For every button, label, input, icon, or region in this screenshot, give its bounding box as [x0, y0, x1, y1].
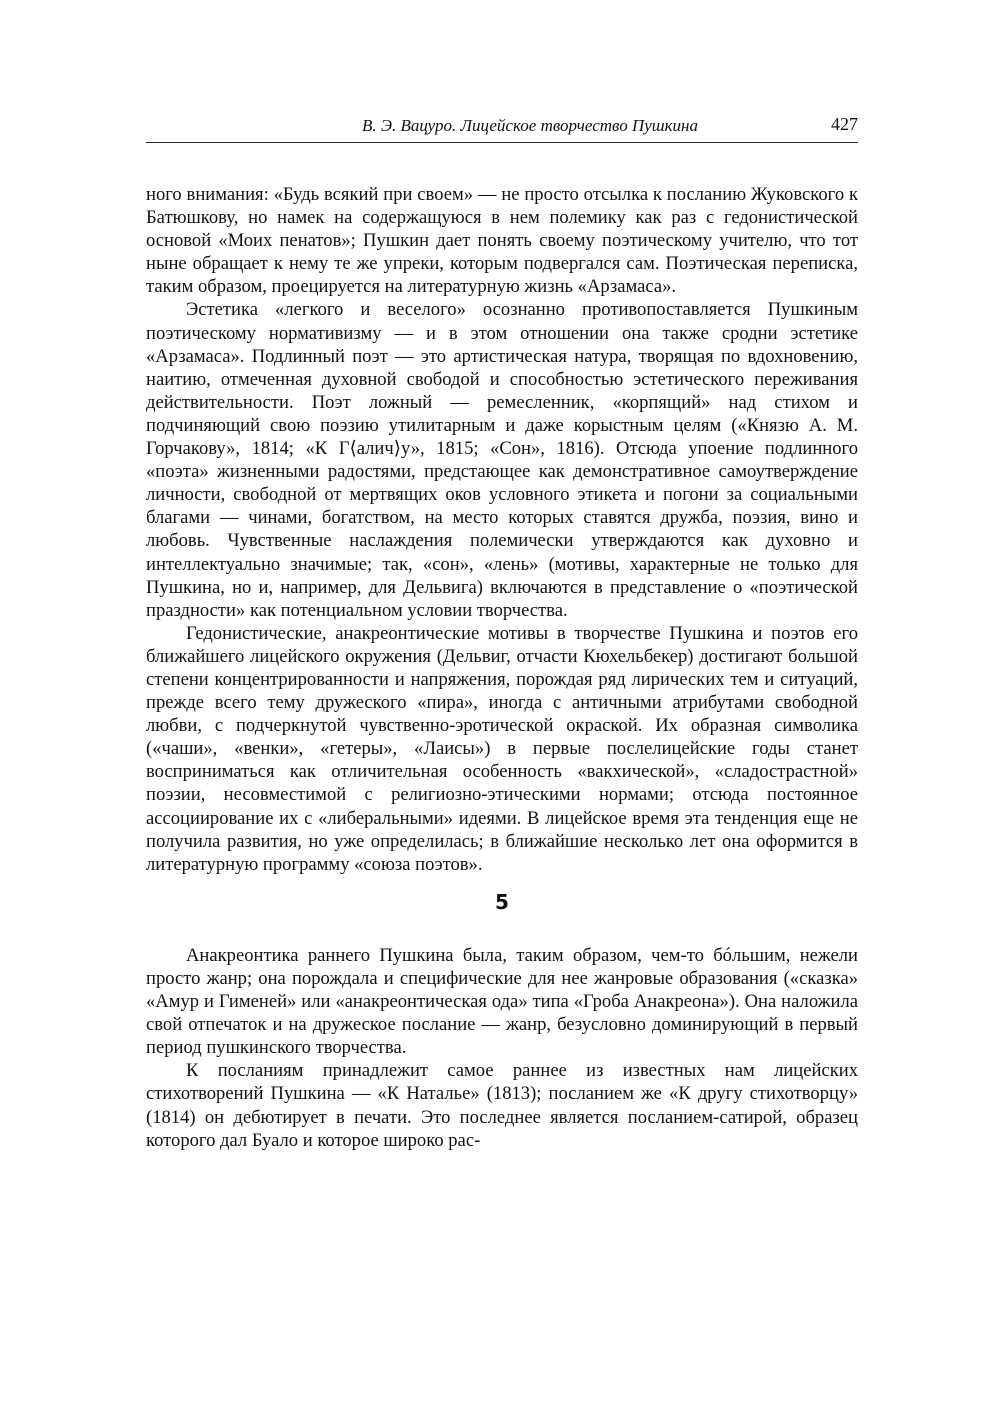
paragraph: Анакреонтика раннего Пушкина была, таким образом, чем-то бóльшим, нежели просто жанр; она порождала и специфические для нее жанровые образования («сказка» «Амур и Гименей» или «анакреонтическая ода» типа «Гроба Анакреона»). Она наложила свой отпечаток и на дружеское послание — жанр, безусловно доминирующий в первый период пушкинского творчества. — [146, 944, 858, 1059]
book-page — [146, 112, 858, 1152]
paragraph: Эстетика «легкого и веселого» осознанно противопоставляется Пушкиным поэтическому нормативизму — и в этом отношении она также сродни эстетике «Арзамаса». Подлинный поэт — это артистическая натура, творящая по вдохновению, наитию, отмеченная духовной свободой и способностью эстетического переживания действительности. Поэт ложный — ремесленник, «корпящий» над стихом и подчиняющий свою поэзию утилитарным и даже корыстным целям («Князю А. М. Горчакову», 1814; «К Г⟨алич⟩у», 1815; «Сон», 1816). Отсюда упоение подлинного «поэта» жизненными радостями, предстающее как демонстративное самоутверждение личности, свободной от мертвящих оков условного этикета и погони за социальными благами — чинами, богатством, на место которых ставятся дружба, поэзия, вино и любовь. Чувственные наслаждения полемически утверждаются как духовно и интеллектуально значимые; так, «сон», «лень» (мотивы, характерные не только для Пушкина, но и, например, для Дельвига) включаются в представление о «поэтической праздности» как потенциальном условии творчества. — [146, 299, 858, 621]
section-number: 5 — [495, 889, 509, 914]
running-head-title: В. Э. Вацуро. Лицейское творчество Пушкина — [361, 116, 698, 135]
paragraph: Гедонистические, анакреонтические мотивы в творчестве Пушкина и поэтов его ближайшего лицейского окружения (Дельвиг, отчасти Кюхельбекер) достигают большой степени концентрированности и напряжения, порождая ряд лирических тем и ситуаций, прежде всего тему дружеского «пира», иногда с античными атрибутами свободной любви, с подчеркнутой чувственно-эротической окраской. Их образная символика («чаши», «венки», «гетеры», «Лаисы») в первые послелицейские годы станет восприниматься как отличительная особенность «вакхической», «сладострастной» поэзии, несовместимой с религиозно-этическими нормами; отсюда постоянное ассоциирование их с «либеральными» идеями. В лицейское время эта тенденция еще не получила развития, но уже определилась; в ближайшие несколько лет она оформится в литературную программу «союза поэтов». — [146, 622, 858, 875]
body-text — [146, 183, 858, 1152]
running-head — [146, 112, 858, 143]
page-number: 427 — [831, 114, 858, 134]
paragraph: К посланиям принадлежит самое раннее из известных нам лицейских стихотворений Пушкина — «К Наталье» (1813); посланием же «К другу стихотворцу» (1814) он дебютирует в печати. Это последнее является посланием-сатирой, образец которого дал Буало и которое широко рас- — [146, 1060, 858, 1151]
paragraph-continuation: ного внимания: «Будь всякий при своем» — не просто отсылка к посланию Жуковского к Батюшкову, но намек на содержащуюся в нем полемику как раз с гедонистической основой «Моих пенатов»; Пушкин дает понять своему поэтическому учителю, что тот ныне обращает к нему те же упреки, которым подвергался сам. Поэтическая переписка, таким образом, проецируется на литературную жизнь «Арзамаса». — [146, 184, 858, 298]
